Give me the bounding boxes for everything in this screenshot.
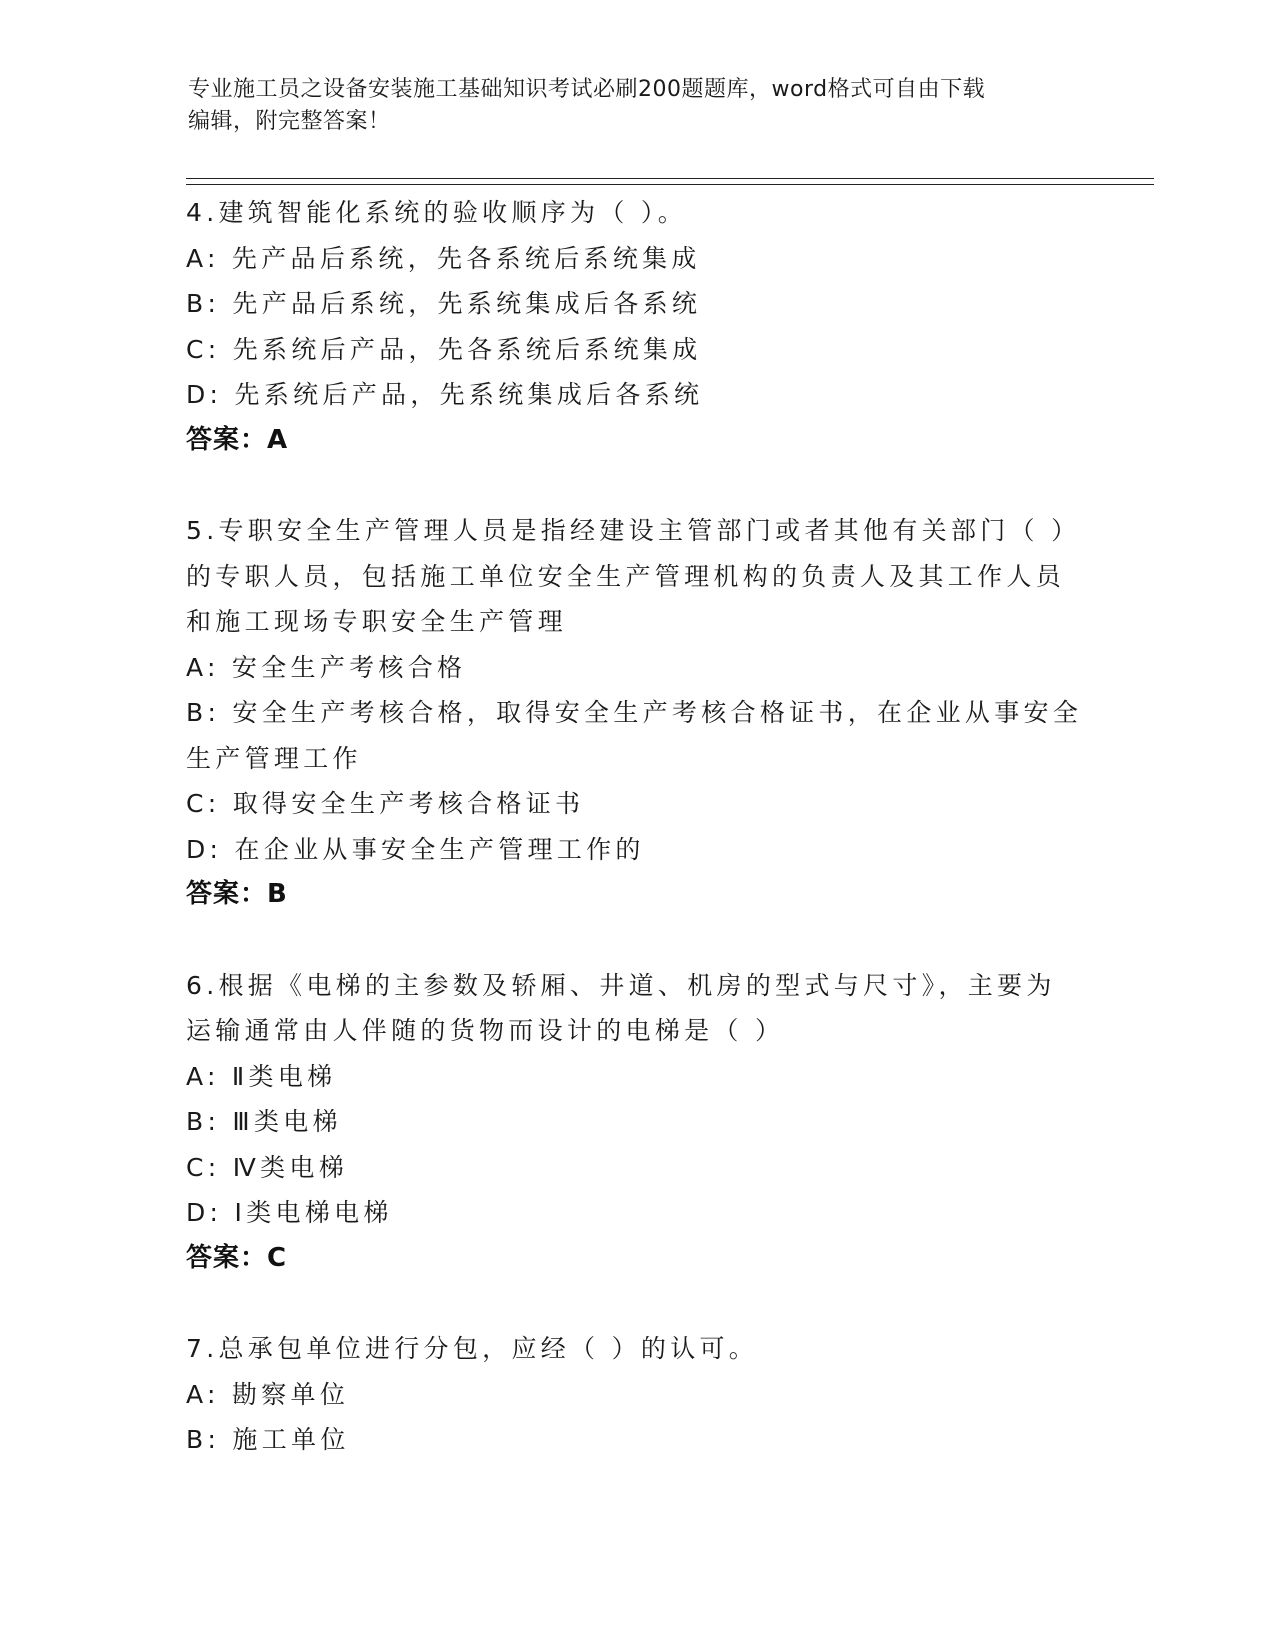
option-a: A: Ⅱ类电梯: [186, 1061, 337, 1091]
option-b: B: 先产品后系统，先系统集成后各系统: [186, 289, 702, 318]
stem-line: 6.根据《电梯的主参数及轿厢、井道、机房的型式与尺寸》，主要为: [186, 970, 1056, 1000]
question-stem: [186, 190, 1086, 236]
option-a: A: 先产品后系统，先各系统后系统集成: [186, 243, 701, 273]
header-line-2: 编辑，附完整答案！: [188, 109, 391, 134]
question-stem: [186, 1326, 1086, 1372]
question-6: [186, 963, 1086, 1282]
option-c: C: 先系统后产品，先各系统后系统集成: [186, 334, 702, 364]
question-4: [186, 190, 1086, 463]
option-line: 生产管理工作: [186, 743, 362, 773]
answer-label: 答案：A: [186, 424, 289, 455]
header-line-1: 专业施工员之设备安装施工基础知识考试必刷200题题库，word格式可自由下载: [188, 77, 986, 102]
option-d: D: 在企业从事安全生产管理工作的: [186, 834, 645, 864]
question-7: [186, 1326, 1086, 1463]
option-b: [186, 690, 1086, 781]
answer-label: 答案：B: [186, 879, 288, 909]
question-list: [186, 190, 1086, 1508]
option-a: A: 安全生产考核合格: [186, 652, 467, 682]
stem-line: 运输通常由人伴随的货物而设计的电梯是（ ）: [186, 1016, 785, 1045]
option-b: B: 施工单位: [186, 1425, 350, 1454]
stem-line: 4.建筑智能化系统的验收顺序为（ ）。: [186, 198, 688, 227]
stem-line: 7.总承包单位进行分包，应经（ ）的认可。: [186, 1334, 759, 1363]
option-b: B: Ⅲ类电梯: [186, 1107, 342, 1136]
question-stem: [186, 508, 1086, 645]
header-divider-bottom: [186, 184, 1154, 185]
option-d: D: Ⅰ类电梯电梯: [186, 1198, 393, 1227]
question-5: [186, 508, 1086, 918]
option-line: B: 安全生产考核合格，取得安全生产考核合格证书，在企业从事安全: [186, 698, 1083, 727]
option-d: D: 先系统后产品，先系统集成后各系统: [186, 380, 704, 409]
stem-line: 5.专职安全生产管理人员是指经建设主管部门或者其他有关部门（ ）: [186, 516, 1081, 545]
option-a: A: 勘察单位: [186, 1379, 350, 1409]
stem-line: 和施工现场专职安全生产管理: [186, 607, 567, 636]
option-c: C: 取得安全生产考核合格证书: [186, 789, 585, 818]
option-c: C: Ⅳ类电梯: [186, 1152, 348, 1182]
header-divider-top: [186, 178, 1154, 179]
question-stem: [186, 963, 1086, 1054]
answer-label: 答案：C: [186, 1242, 288, 1273]
stem-line: 的专职人员，包括施工单位安全生产管理机构的负责人及其工作人员: [186, 561, 1066, 591]
document-header: [188, 74, 1088, 138]
